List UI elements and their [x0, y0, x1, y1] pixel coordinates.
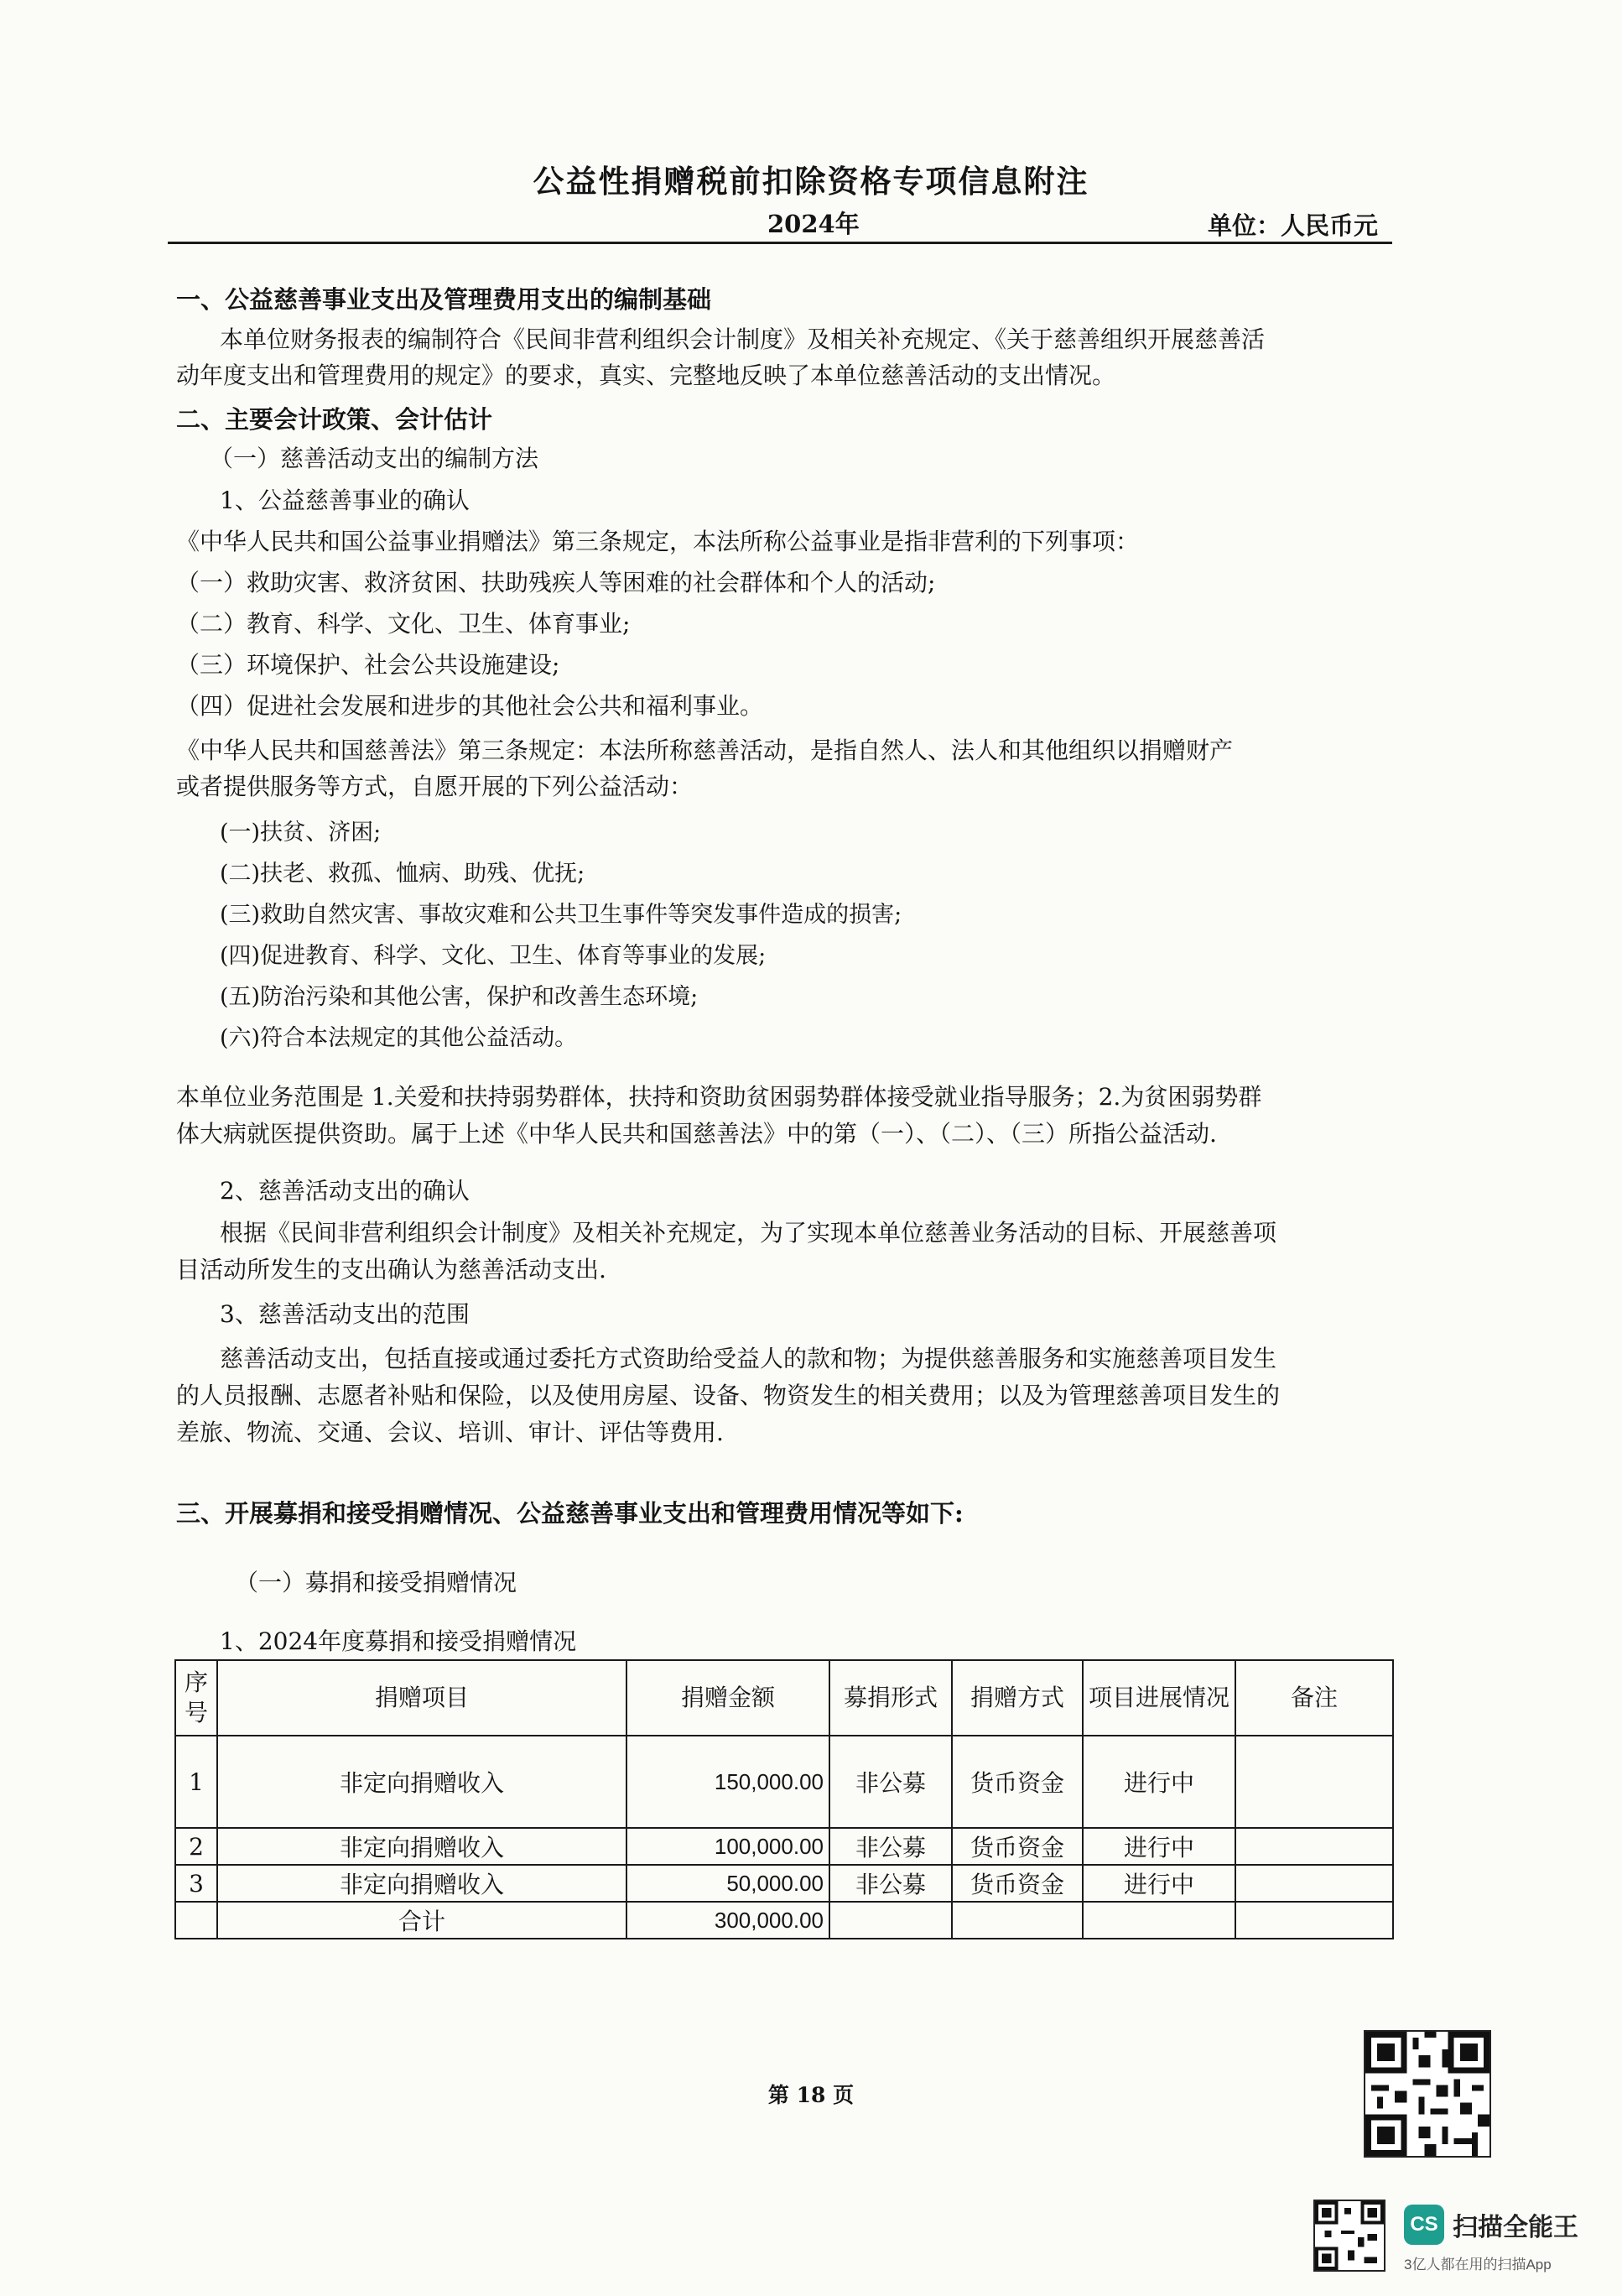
law2-item: (二)扶老、救孤、恤病、助残、优抚; — [220, 861, 585, 887]
law2-intro-line2: 或者提供服务等方式，自愿开展的下列公益活动： — [176, 773, 694, 800]
cell-project: 非定向捐赠收入 — [217, 1828, 626, 1865]
law2-item: (五)防治污染和其他公害，保护和改善生态环境; — [220, 984, 699, 1010]
cell-remark — [1235, 1902, 1393, 1939]
cell-progress: 进行中 — [1083, 1736, 1235, 1828]
item-1-heading: 1、公益慈善事业的确认 — [220, 487, 470, 514]
item-3-line2: 的人员报酬、志愿者补贴和保险，以及使用房屋、设备、物资发生的相关费用；以及为管理慈善项目发生的 — [176, 1382, 1281, 1409]
cell-method: 货币资金 — [952, 1865, 1083, 1902]
section-1-paragraph-line2: 动年度支出和管理费用的规定》的要求，真实、完整地反映了本单位慈善活动的支出情况。 — [176, 362, 1116, 389]
law2-intro-line1: 《中华人民共和国慈善法》第三条规定：本法所称慈善活动，是指自然人、法人和其他组织以捐赠财产 — [176, 737, 1234, 764]
cell-remark — [1235, 1828, 1393, 1865]
cell-seq — [175, 1902, 217, 1939]
item-2-line1: 根据《民间非营利组织会计制度》及相关补充规定，为了实现本单位慈善业务活动的目标、开展慈善项 — [220, 1219, 1277, 1247]
cell-project: 非定向捐赠收入 — [217, 1736, 626, 1828]
header-progress: 项目进展情况 — [1083, 1660, 1235, 1736]
section-3-heading: 三、开展募捐和接受捐赠情况、公益慈善事业支出和管理费用情况等如下: — [176, 1499, 964, 1528]
header-method: 捐赠方式 — [952, 1660, 1083, 1736]
donation-table — [174, 1659, 1394, 1939]
cell-method — [952, 1902, 1083, 1939]
section-1-paragraph-line1: 本单位财务报表的编制符合《民间非营利组织会计制度》及相关补充规定、《关于慈善组织开展慈善活 — [220, 325, 1266, 353]
table-row — [175, 1828, 1393, 1865]
header-remark: 备注 — [1235, 1660, 1393, 1736]
total-amount: 300,000.00 — [626, 1902, 829, 1939]
law1-item: （一）救助灾害、救济贫困、扶助残疾人等困难的社会群体和个人的活动; — [176, 569, 936, 596]
cell-amount: 100,000.00 — [626, 1828, 829, 1865]
report-year: 2024年 — [767, 210, 860, 238]
header-seq: 序号 — [175, 1660, 217, 1736]
cell-remark — [1235, 1865, 1393, 1902]
cell-seq: 1 — [175, 1736, 217, 1828]
table-header-row — [175, 1660, 1393, 1736]
cell-project: 非定向捐赠收入 — [217, 1865, 626, 1902]
cell-method: 货币资金 — [952, 1828, 1083, 1865]
table-caption: 1、2024年度募捐和接受捐赠情况 — [220, 1627, 577, 1655]
law1-item: （三）环境保护、社会公共设施建设; — [176, 651, 560, 679]
section-2-subheading-1: （一）慈善活动支出的编制方法 — [210, 445, 539, 472]
total-label: 合计 — [217, 1902, 626, 1939]
cell-form: 非公募 — [829, 1736, 952, 1828]
page-number: 第 18 页 — [767, 2083, 855, 2107]
header-amount: 捐赠金额 — [626, 1660, 829, 1736]
item-3-heading: 3、慈善活动支出的范围 — [220, 1300, 470, 1328]
business-scope-line1: 本单位业务范围是 1.关爱和扶持弱势群体，扶持和资助贫困弱势群体接受就业指导服务；2.为贫困弱势群 — [176, 1083, 1262, 1111]
law2-item: (四)促进教育、科学、文化、卫生、体育等事业的发展; — [220, 943, 767, 969]
cell-form — [829, 1902, 952, 1939]
table-row — [175, 1736, 1393, 1828]
cell-amount: 50,000.00 — [626, 1865, 829, 1902]
cell-form: 非公募 — [829, 1828, 952, 1865]
qr-code-icon — [1313, 2200, 1385, 2272]
cell-seq: 2 — [175, 1828, 217, 1865]
section-2-heading: 二、主要会计政策、会计估计 — [176, 405, 493, 434]
cell-remark — [1235, 1736, 1393, 1828]
document-title: 公益性捐赠税前扣除资格专项信息附注 — [533, 163, 1089, 200]
currency-unit: 单位：人民币元 — [1208, 211, 1379, 240]
cell-progress: 进行中 — [1083, 1865, 1235, 1902]
law1-intro: 《中华人民共和国公益事业捐赠法》第三条规定，本法所称公益事业是指非营利的下列事项： — [176, 528, 1140, 555]
cell-progress — [1083, 1902, 1235, 1939]
scanner-app-tagline: 3亿人都在用的扫描App — [1404, 2257, 1552, 2273]
header-project: 捐赠项目 — [217, 1660, 626, 1736]
business-scope-line2: 体大病就医提供资助。属于上述《中华人民共和国慈善法》中的第（一）、（二）、（三）所指公益活动. — [176, 1120, 1217, 1148]
section-1-heading: 一、公益慈善事业支出及管理费用支出的编制基础 — [176, 285, 712, 314]
table-total-row — [175, 1902, 1393, 1939]
law2-item: (三)救助自然灾害、事故灾难和公共卫生事件等突发事件造成的损害; — [220, 902, 902, 928]
section-3-subheading-1: （一）募捐和接受捐赠情况 — [235, 1569, 517, 1596]
cell-form: 非公募 — [829, 1865, 952, 1902]
cell-seq: 3 — [175, 1865, 217, 1902]
header-rule — [168, 242, 1392, 244]
cell-progress: 进行中 — [1083, 1828, 1235, 1865]
law2-item: (一)扶贫、济困; — [220, 820, 382, 846]
header-form: 募捐形式 — [829, 1660, 952, 1736]
camscanner-logo-icon: CS — [1404, 2205, 1444, 2245]
cell-method: 货币资金 — [952, 1736, 1083, 1828]
item-2-line2: 目活动所发生的支出确认为慈善活动支出. — [176, 1256, 606, 1283]
law1-item: （二）教育、科学、文化、卫生、体育事业; — [176, 610, 631, 638]
table-row — [175, 1865, 1393, 1902]
scanner-app-name: 扫描全能王 — [1453, 2214, 1578, 2241]
item-3-line3: 差旅、物流、交通、会议、培训、审计、评估等费用. — [176, 1419, 724, 1446]
cell-amount: 150,000.00 — [626, 1736, 829, 1828]
qr-code-icon — [1364, 2030, 1491, 2158]
item-2-heading: 2、慈善活动支出的确认 — [220, 1177, 470, 1205]
law2-item: (六)符合本法规定的其他公益活动。 — [220, 1025, 578, 1051]
law1-item: （四）促进社会发展和进步的其他社会公共和福利事业。 — [176, 692, 764, 720]
item-3-line1: 慈善活动支出，包括直接或通过委托方式资助给受益人的款和物；为提供慈善服务和实施慈善项目发生 — [220, 1345, 1277, 1372]
